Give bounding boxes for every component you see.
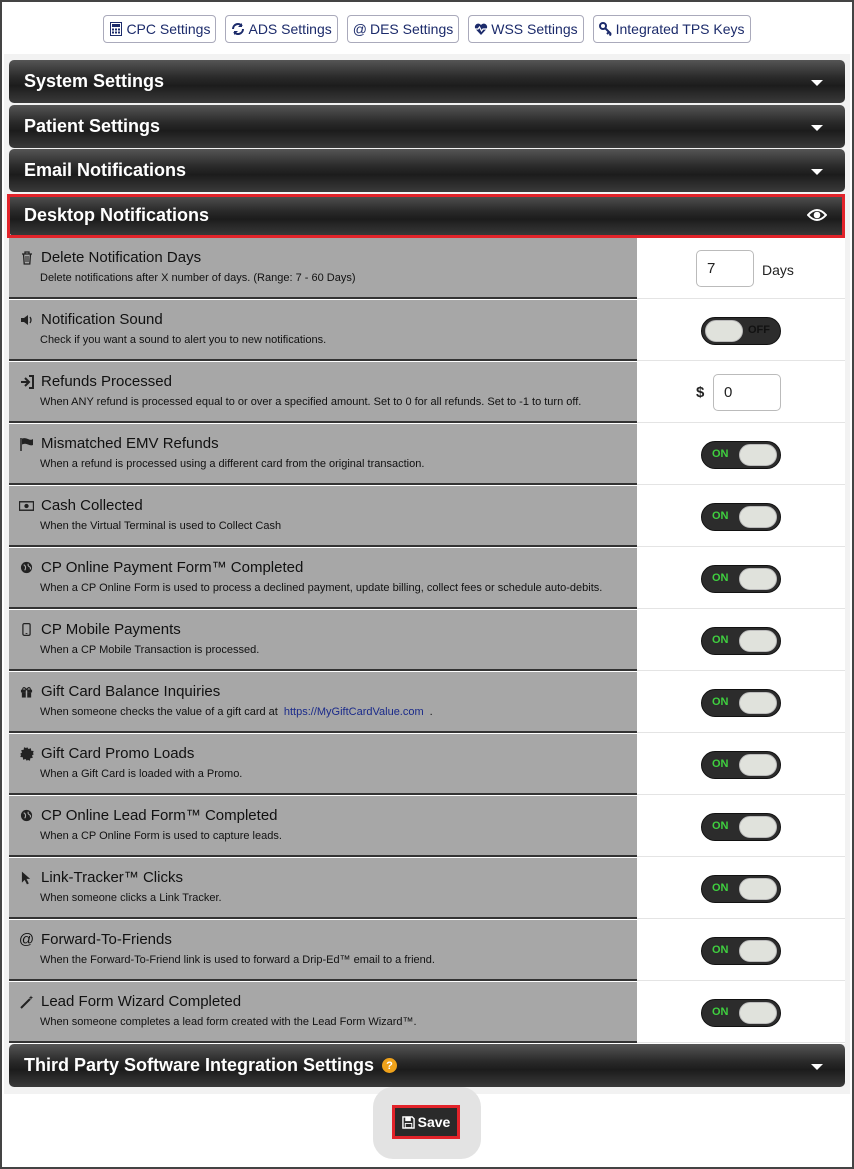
toggle-state-label: OFF bbox=[748, 324, 770, 336]
save-button[interactable] bbox=[392, 1105, 460, 1139]
toggle-state-label: ON bbox=[712, 448, 729, 460]
description-text: When someone checks the value of a gift card at bbox=[40, 706, 278, 718]
link-tracker-clicks-toggle[interactable] bbox=[701, 875, 781, 903]
setting-title: Lead Form Wizard Completed bbox=[41, 993, 242, 1010]
days-unit-label: Days bbox=[762, 262, 794, 278]
list-item bbox=[9, 796, 845, 858]
toggle-knob bbox=[739, 878, 777, 900]
chevron-down-icon bbox=[811, 125, 823, 131]
setting-description: When the Virtual Terminal is used to Collect Cash bbox=[40, 520, 282, 532]
toggle-state-label: ON bbox=[712, 696, 729, 708]
tab-integrated-tps-keys[interactable] bbox=[593, 15, 751, 43]
setting-title: CP Online Payment Form™ Completed bbox=[41, 559, 304, 576]
list-item bbox=[9, 858, 845, 920]
section-title: System Settings bbox=[24, 71, 165, 91]
refresh-icon bbox=[231, 22, 245, 36]
setting-title: Notification Sound bbox=[41, 311, 163, 328]
setting-title: CP Mobile Payments bbox=[41, 621, 181, 638]
section-system-settings[interactable] bbox=[9, 60, 845, 103]
tab-label: DES Settings bbox=[369, 21, 454, 37]
heartbeat-icon bbox=[474, 22, 488, 36]
gift-card-promo-loads-toggle[interactable] bbox=[701, 751, 781, 779]
setting-description: Check if you want a sound to alert you to new notifications. bbox=[40, 334, 327, 346]
tab-wss-settings[interactable] bbox=[468, 15, 583, 43]
toggle-knob bbox=[739, 1002, 777, 1024]
settings-tabs bbox=[0, 15, 854, 43]
setting-title: CP Online Lead Form™ Completed bbox=[41, 807, 278, 824]
toggle-knob bbox=[739, 506, 777, 528]
toggle-knob bbox=[739, 816, 777, 838]
cp-online-payment-form-toggle[interactable] bbox=[701, 565, 781, 593]
save-icon bbox=[402, 1116, 415, 1129]
list-item bbox=[9, 920, 845, 982]
list-item bbox=[9, 610, 845, 672]
notification-sound-toggle[interactable] bbox=[701, 317, 781, 345]
globe-icon bbox=[19, 808, 34, 823]
currency-symbol: $ bbox=[696, 384, 705, 401]
lead-form-wizard-completed-toggle[interactable] bbox=[701, 999, 781, 1027]
toggle-knob bbox=[739, 568, 777, 590]
toggle-state-label: ON bbox=[712, 820, 729, 832]
save-label: Save bbox=[417, 1114, 451, 1130]
calculator-icon bbox=[109, 22, 123, 36]
setting-description: When a Gift Card is loaded with a Promo. bbox=[40, 768, 243, 780]
mismatched-emv-refunds-toggle[interactable] bbox=[701, 441, 781, 469]
gift-card-value-link[interactable]: https://MyGiftCardValue.com bbox=[283, 706, 424, 718]
volume-icon bbox=[19, 312, 34, 327]
forward-to-friends-toggle[interactable] bbox=[701, 937, 781, 965]
section-title: Desktop Notifications bbox=[24, 204, 210, 225]
gift-card-balance-inquiries-toggle[interactable] bbox=[701, 689, 781, 717]
toggle-state-label: ON bbox=[712, 758, 729, 770]
tab-des-settings[interactable] bbox=[347, 15, 459, 43]
list-item bbox=[9, 548, 845, 610]
setting-title: Delete Notification Days bbox=[41, 249, 202, 266]
tab-label: CPC Settings bbox=[126, 21, 211, 37]
toggle-knob bbox=[739, 692, 777, 714]
tab-label: Integrated TPS Keys bbox=[615, 21, 745, 37]
help-icon[interactable]: ? bbox=[382, 1058, 397, 1073]
setting-description bbox=[19, 706, 637, 718]
money-icon bbox=[19, 498, 34, 513]
toggle-knob bbox=[739, 444, 777, 466]
toggle-knob bbox=[739, 754, 777, 776]
chevron-down-icon bbox=[811, 169, 823, 175]
setting-title: Mismatched EMV Refunds bbox=[41, 435, 219, 452]
setting-title: Forward-To-Friends bbox=[41, 931, 172, 948]
sign-in-icon bbox=[19, 374, 34, 389]
setting-description: When someone clicks a Link Tracker. bbox=[40, 892, 222, 904]
setting-title: Gift Card Balance Inquiries bbox=[41, 683, 221, 700]
cp-online-lead-form-toggle[interactable] bbox=[701, 813, 781, 841]
desktop-notifications-list bbox=[9, 238, 845, 1044]
cp-mobile-payments-toggle[interactable] bbox=[701, 627, 781, 655]
section-title: Patient Settings bbox=[24, 116, 161, 136]
list-item bbox=[9, 734, 845, 796]
section-title: Email Notifications bbox=[24, 160, 187, 180]
section-email-notifications[interactable] bbox=[9, 149, 845, 192]
eye-icon bbox=[807, 207, 827, 223]
tab-label: WSS Settings bbox=[491, 21, 578, 37]
toggle-knob bbox=[739, 940, 777, 962]
list-item bbox=[9, 424, 845, 486]
section-desktop-notifications[interactable] bbox=[9, 194, 845, 236]
setting-description: When a refund is processed using a different card from the original transaction. bbox=[40, 458, 425, 470]
certificate-icon bbox=[19, 746, 34, 761]
flag-icon bbox=[19, 436, 34, 451]
toggle-state-label: ON bbox=[712, 510, 729, 522]
tab-label: ADS Settings bbox=[248, 21, 332, 37]
chevron-down-icon bbox=[811, 1064, 823, 1070]
magic-wand-icon bbox=[19, 994, 34, 1009]
refund-amount-input[interactable]: 0 bbox=[713, 374, 781, 411]
trash-icon bbox=[19, 250, 34, 265]
setting-title: Link-Tracker™ Clicks bbox=[41, 869, 183, 886]
section-patient-settings[interactable] bbox=[9, 105, 845, 148]
section-third-party-integration[interactable] bbox=[9, 1044, 845, 1087]
setting-description: When a CP Online Form is used to capture leads. bbox=[40, 830, 282, 842]
tab-cpc-settings[interactable] bbox=[103, 15, 216, 43]
section-title: Third Party Software Integration Settings bbox=[24, 1055, 375, 1075]
setting-description: When someone completes a lead form created with the Lead Form Wizard™. bbox=[40, 1016, 417, 1028]
list-item bbox=[9, 486, 845, 548]
toggle-knob bbox=[705, 320, 743, 342]
setting-title: Refunds Processed bbox=[41, 373, 172, 390]
delete-days-input[interactable]: 7 bbox=[696, 250, 754, 287]
setting-description: When a CP Online Form is used to process a declined payment, update billing, collect fees or schedule auto-debits. bbox=[40, 582, 603, 594]
list-item bbox=[9, 982, 845, 1044]
setting-title: Gift Card Promo Loads bbox=[41, 745, 195, 762]
setting-description: Delete notifications after X number of days. (Range: 7 - 60 Days) bbox=[40, 272, 356, 284]
description-end: . bbox=[429, 706, 433, 718]
tab-ads-settings[interactable] bbox=[225, 15, 337, 43]
setting-description: When ANY refund is processed equal to or over a specified amount. Set to 0 for all refunds. Set to -1 to turn off. bbox=[40, 396, 582, 408]
list-item bbox=[9, 672, 845, 734]
key-icon bbox=[599, 22, 613, 36]
toggle-state-label: ON bbox=[712, 944, 729, 956]
toggle-knob bbox=[739, 630, 777, 652]
list-item bbox=[9, 362, 845, 424]
chevron-down-icon bbox=[811, 80, 823, 86]
toggle-state-label: ON bbox=[712, 572, 729, 584]
list-item bbox=[9, 300, 845, 362]
at-icon: @ bbox=[18, 931, 35, 948]
cash-collected-toggle[interactable] bbox=[701, 503, 781, 531]
mobile-icon bbox=[19, 622, 34, 637]
at-icon: @ bbox=[352, 21, 367, 37]
globe-icon bbox=[19, 560, 34, 575]
toggle-state-label: ON bbox=[712, 1006, 729, 1018]
pointer-icon bbox=[19, 870, 34, 885]
list-item bbox=[9, 238, 845, 300]
setting-title: Cash Collected bbox=[41, 497, 143, 514]
gift-icon bbox=[19, 684, 34, 699]
toggle-state-label: ON bbox=[712, 634, 729, 646]
setting-description: When the Forward-To-Friend link is used to forward a Drip-Ed™ email to a friend. bbox=[40, 954, 435, 966]
toggle-state-label: ON bbox=[712, 882, 729, 894]
setting-description: When a CP Mobile Transaction is processed. bbox=[40, 644, 260, 656]
